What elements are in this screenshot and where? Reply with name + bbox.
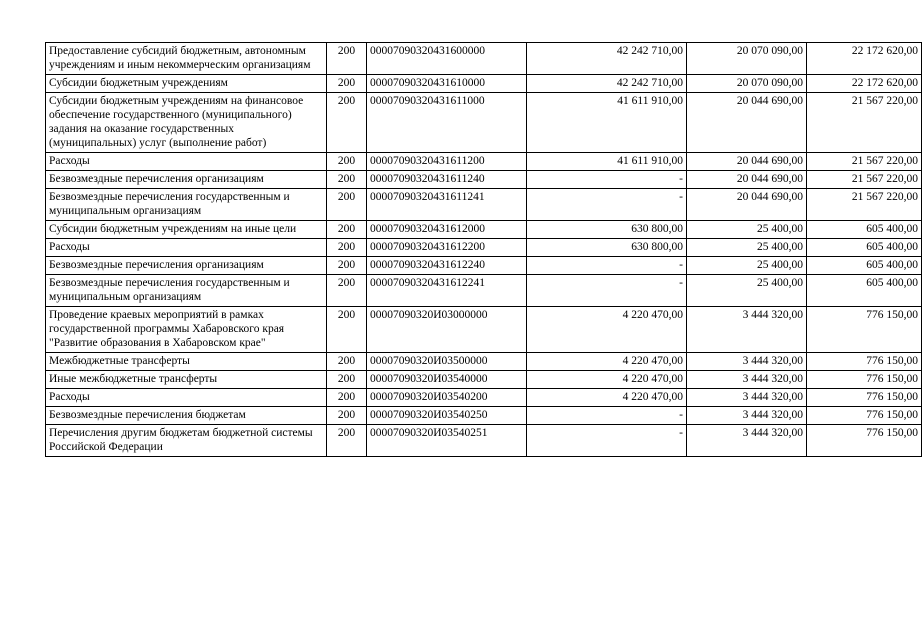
table-row (46, 353, 922, 371)
row-planned-amount-cell: 42 242 710,00 (527, 75, 687, 93)
row-classification-code-cell: 00007090320431610000 (367, 75, 527, 93)
row-executed-amount-cell: 25 400,00 (687, 275, 807, 307)
row-planned-amount-cell: 4 220 470,00 (527, 371, 687, 389)
row-planned-amount-cell: 4 220 470,00 (527, 389, 687, 407)
row-name-cell: Межбюджетные трансферты (46, 353, 327, 371)
row-classification-code-cell: 00007090320431612200 (367, 239, 527, 257)
row-admin-code-cell: 200 (327, 371, 367, 389)
table-row (46, 307, 922, 353)
row-executed-amount-cell: 25 400,00 (687, 257, 807, 275)
row-classification-code-cell: 00007090320431600000 (367, 43, 527, 75)
row-remaining-amount-cell: 776 150,00 (807, 307, 922, 353)
row-executed-amount-cell: 20 070 090,00 (687, 75, 807, 93)
row-planned-amount-cell: - (527, 275, 687, 307)
row-classification-code-cell: 00007090320431612000 (367, 221, 527, 239)
row-classification-code-cell: 00007090320431611241 (367, 189, 527, 221)
row-remaining-amount-cell: 22 172 620,00 (807, 43, 922, 75)
table-row (46, 407, 922, 425)
row-classification-code-cell: 00007090320И03540251 (367, 425, 527, 457)
row-planned-amount-cell: 630 800,00 (527, 239, 687, 257)
budget-table (45, 42, 922, 457)
row-name-cell: Расходы (46, 389, 327, 407)
table-row (46, 371, 922, 389)
row-name-cell: Субсидии бюджетным учреждениям на финансовое обеспечение государственного (муниципального) задания на оказание государственных (муниципальных) услуг (выполнение работ) (46, 93, 327, 153)
row-admin-code-cell: 200 (327, 75, 367, 93)
table-row (46, 425, 922, 457)
row-name-cell: Перечисления другим бюджетам бюджетной системы Российской Федерации (46, 425, 327, 457)
row-executed-amount-cell: 3 444 320,00 (687, 353, 807, 371)
row-admin-code-cell: 200 (327, 389, 367, 407)
row-admin-code-cell: 200 (327, 257, 367, 275)
row-admin-code-cell: 200 (327, 153, 367, 171)
row-classification-code-cell: 00007090320И03540200 (367, 389, 527, 407)
row-name-cell: Расходы (46, 153, 327, 171)
table-row (46, 153, 922, 171)
row-remaining-amount-cell: 776 150,00 (807, 371, 922, 389)
row-executed-amount-cell: 3 444 320,00 (687, 407, 807, 425)
row-classification-code-cell: 00007090320431611000 (367, 93, 527, 153)
table-row (46, 43, 922, 75)
row-planned-amount-cell: 41 611 910,00 (527, 153, 687, 171)
row-remaining-amount-cell: 605 400,00 (807, 221, 922, 239)
row-name-cell: Субсидии бюджетным учреждениям (46, 75, 327, 93)
row-executed-amount-cell: 20 070 090,00 (687, 43, 807, 75)
row-executed-amount-cell: 3 444 320,00 (687, 307, 807, 353)
row-remaining-amount-cell: 21 567 220,00 (807, 153, 922, 171)
row-name-cell: Иные межбюджетные трансферты (46, 371, 327, 389)
row-name-cell: Безвозмездные перечисления государственным и муниципальным организациям (46, 189, 327, 221)
row-executed-amount-cell: 20 044 690,00 (687, 153, 807, 171)
row-executed-amount-cell: 3 444 320,00 (687, 389, 807, 407)
row-admin-code-cell: 200 (327, 353, 367, 371)
row-admin-code-cell: 200 (327, 307, 367, 353)
row-admin-code-cell: 200 (327, 239, 367, 257)
table-row (46, 171, 922, 189)
row-admin-code-cell: 200 (327, 189, 367, 221)
row-planned-amount-cell: 630 800,00 (527, 221, 687, 239)
row-remaining-amount-cell: 22 172 620,00 (807, 75, 922, 93)
row-executed-amount-cell: 20 044 690,00 (687, 189, 807, 221)
table-row (46, 275, 922, 307)
budget-sheet (45, 42, 922, 457)
row-name-cell: Безвозмездные перечисления организациям (46, 171, 327, 189)
budget-table-body (46, 43, 922, 457)
row-name-cell: Предоставление субсидий бюджетным, автономным учреждениям и иным некоммерческим организациям (46, 43, 327, 75)
row-planned-amount-cell: - (527, 257, 687, 275)
row-planned-amount-cell: - (527, 425, 687, 457)
row-executed-amount-cell: 20 044 690,00 (687, 171, 807, 189)
row-planned-amount-cell: - (527, 407, 687, 425)
row-name-cell: Безвозмездные перечисления бюджетам (46, 407, 327, 425)
row-admin-code-cell: 200 (327, 407, 367, 425)
row-classification-code-cell: 00007090320431611240 (367, 171, 527, 189)
row-executed-amount-cell: 25 400,00 (687, 221, 807, 239)
row-classification-code-cell: 00007090320431612240 (367, 257, 527, 275)
row-planned-amount-cell: 41 611 910,00 (527, 93, 687, 153)
row-remaining-amount-cell: 21 567 220,00 (807, 189, 922, 221)
row-admin-code-cell: 200 (327, 171, 367, 189)
row-classification-code-cell: 00007090320431611200 (367, 153, 527, 171)
row-classification-code-cell: 00007090320И03540250 (367, 407, 527, 425)
table-row (46, 257, 922, 275)
row-remaining-amount-cell: 776 150,00 (807, 353, 922, 371)
row-name-cell: Субсидии бюджетным учреждениям на иные цели (46, 221, 327, 239)
row-classification-code-cell: 00007090320И03500000 (367, 353, 527, 371)
row-admin-code-cell: 200 (327, 275, 367, 307)
row-remaining-amount-cell: 21 567 220,00 (807, 171, 922, 189)
table-row (46, 239, 922, 257)
table-row (46, 75, 922, 93)
row-remaining-amount-cell: 776 150,00 (807, 389, 922, 407)
row-executed-amount-cell: 3 444 320,00 (687, 425, 807, 457)
row-remaining-amount-cell: 605 400,00 (807, 239, 922, 257)
row-admin-code-cell: 200 (327, 221, 367, 239)
row-admin-code-cell: 200 (327, 93, 367, 153)
row-planned-amount-cell: - (527, 189, 687, 221)
table-row (46, 221, 922, 239)
row-remaining-amount-cell: 21 567 220,00 (807, 93, 922, 153)
row-classification-code-cell: 00007090320431612241 (367, 275, 527, 307)
row-name-cell: Проведение краевых мероприятий в рамках государственной программы Хабаровского края "Развитие образования в Хабаровском крае" (46, 307, 327, 353)
row-admin-code-cell: 200 (327, 43, 367, 75)
table-row (46, 389, 922, 407)
table-row (46, 93, 922, 153)
row-planned-amount-cell: 42 242 710,00 (527, 43, 687, 75)
row-classification-code-cell: 00007090320И03540000 (367, 371, 527, 389)
row-remaining-amount-cell: 776 150,00 (807, 425, 922, 457)
row-planned-amount-cell: 4 220 470,00 (527, 353, 687, 371)
row-classification-code-cell: 00007090320И03000000 (367, 307, 527, 353)
row-remaining-amount-cell: 776 150,00 (807, 407, 922, 425)
row-executed-amount-cell: 20 044 690,00 (687, 93, 807, 153)
row-executed-amount-cell: 3 444 320,00 (687, 371, 807, 389)
row-name-cell: Безвозмездные перечисления организациям (46, 257, 327, 275)
row-name-cell: Расходы (46, 239, 327, 257)
table-row (46, 189, 922, 221)
row-planned-amount-cell: 4 220 470,00 (527, 307, 687, 353)
row-name-cell: Безвозмездные перечисления государственным и муниципальным организациям (46, 275, 327, 307)
row-remaining-amount-cell: 605 400,00 (807, 275, 922, 307)
row-planned-amount-cell: - (527, 171, 687, 189)
row-admin-code-cell: 200 (327, 425, 367, 457)
row-executed-amount-cell: 25 400,00 (687, 239, 807, 257)
row-remaining-amount-cell: 605 400,00 (807, 257, 922, 275)
